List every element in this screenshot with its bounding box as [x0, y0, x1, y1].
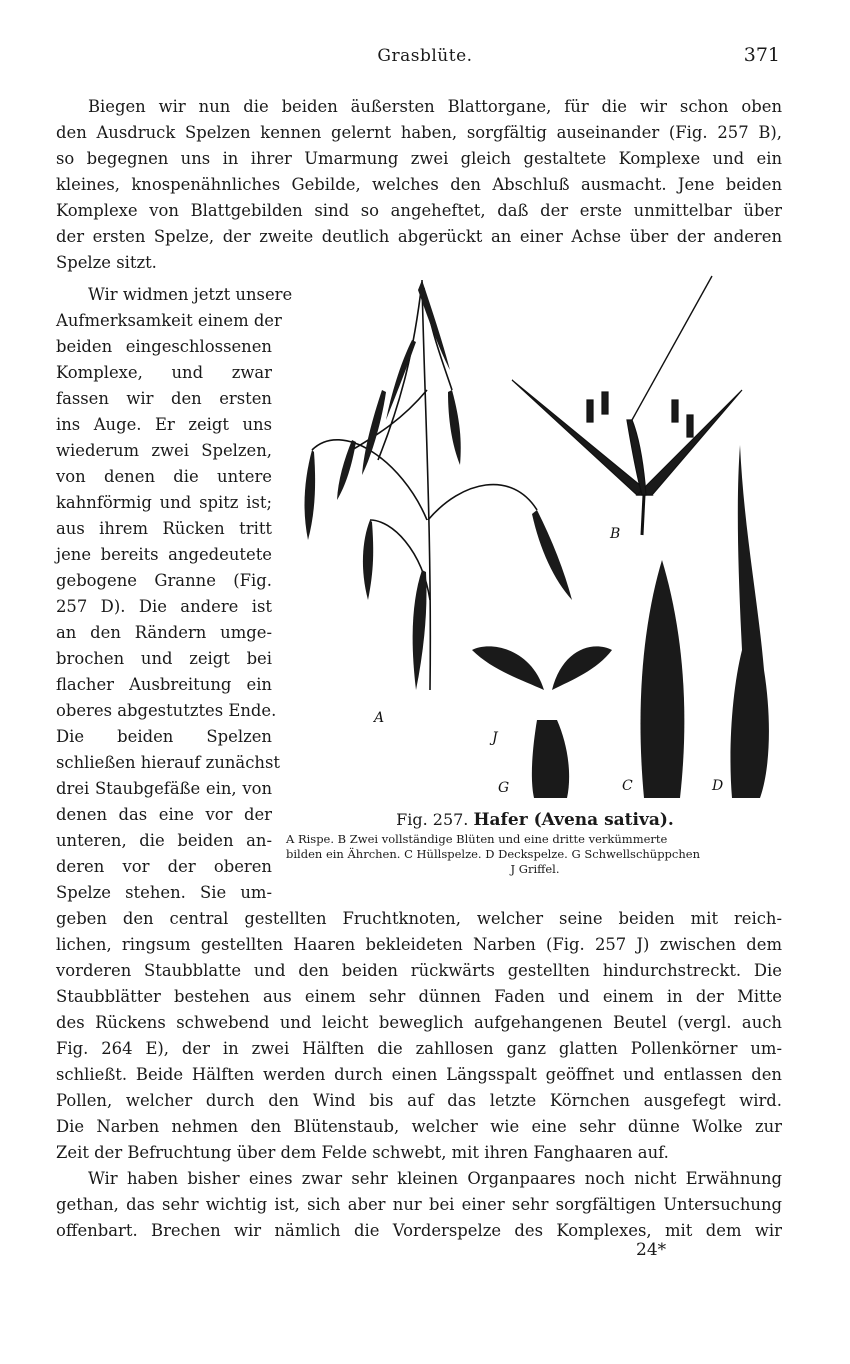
text-line: des Rückens schwebend und leicht beweglich aufgehangenen Beutel (vergl. auch: [56, 1013, 782, 1032]
text-line: kleines, knospenähnliches Gebilde, welches den Abschluß ausmacht. Jene beiden: [56, 175, 782, 194]
figure-number: Fig. 257.: [396, 810, 469, 829]
signature-mark: 24*: [636, 1240, 667, 1260]
text-line: Spelze sitzt.: [56, 253, 157, 272]
running-header: Grasblüte.: [377, 46, 473, 66]
text-line: jene bereits angedeutete: [56, 545, 272, 564]
text-line: Spelze stehen. Sie um-: [56, 883, 272, 902]
text-line: kahnförmig und spitz ist;: [56, 493, 272, 512]
text-line: unteren, die beiden an-: [56, 831, 272, 850]
text-line: Wir haben bisher eines zwar sehr kleinen Organpaares noch nicht Erwähnung: [88, 1169, 782, 1188]
text-line: an den Rändern umge-: [56, 623, 272, 642]
text-line: Wir widmen jetzt unsere: [88, 285, 293, 304]
text-line: gebogene Granne (Fig.: [56, 571, 272, 590]
text-line: drei Staubgefäße ein, von: [56, 779, 272, 798]
text-line: Die beiden Spelzen: [56, 727, 272, 746]
text-line: brochen und zeigt bei: [56, 649, 272, 668]
text-line: Aufmerksamkeit einem der: [56, 311, 282, 330]
text-line: 257 D). Die andere ist: [56, 597, 272, 616]
text-line: geben den central gestellten Fruchtknoten, welcher seine beiden mit reich-: [56, 909, 782, 928]
figure-legend-line: A Rispe. B Zwei vollständige Blüten und eine dritte verkümmerte: [286, 832, 668, 846]
text-line: Die Narben nehmen den Blütenstaub, welcher wie eine sehr dünne Wolke zur: [56, 1117, 782, 1136]
figure-legend-line: J Griffel.: [510, 862, 560, 876]
text-line: beiden eingeschlossenen: [56, 337, 272, 356]
page-number: 371: [743, 44, 780, 66]
figure-title: Hafer (Avena sativa).: [473, 810, 674, 830]
label-B: B: [610, 526, 621, 542]
text-line: vorderen Staubblatte und den beiden rückwärts gestellten hindurchstreckt. Die: [56, 961, 782, 980]
text-line: flacher Ausbreitung ein: [56, 675, 272, 694]
text-line: fassen wir den ersten: [56, 389, 272, 408]
figure-legend-line: bilden ein Ährchen. C Hüllspelze. D Deckspelze. G Schwellschüppchen: [286, 847, 700, 861]
oat-plant-illustration: [282, 270, 786, 805]
text-line: Komplexe, und zwar: [56, 363, 272, 382]
figure-illustration: [282, 270, 786, 805]
text-line: gethan, das sehr wichtig ist, sich aber nur bei einer sehr sorgfältigen Untersuchung: [56, 1195, 782, 1214]
text-line: lichen, ringsum gestellten Haaren bekleideten Narben (Fig. 257 J) zwischen dem: [56, 935, 782, 954]
text-line: denen das eine vor der: [56, 805, 272, 824]
text-line: Fig. 264 E), der in zwei Hälften die zahllosen ganz glatten Pollenkörner um-: [56, 1039, 782, 1058]
text-line: offenbart. Brechen wir nämlich die Vorderspelze des Komplexes, mit dem wir: [56, 1221, 782, 1240]
label-J: J: [492, 730, 498, 746]
text-line: schließen hierauf zunächst: [56, 753, 280, 772]
label-D: D: [712, 778, 724, 794]
figure-legend: [286, 832, 784, 862]
text-line: oberes abgestutztes Ende.: [56, 701, 277, 720]
text-line: der ersten Spelze, der zweite deutlich abgerückt an einer Achse über der anderen: [56, 227, 782, 246]
text-line: deren vor der oberen: [56, 857, 272, 876]
text-line: Pollen, welcher durch den Wind bis auf das letzte Körnchen ausgefegt wird.: [56, 1091, 782, 1110]
label-G: G: [498, 780, 510, 796]
label-A: A: [374, 710, 385, 726]
text-line: Staubblätter bestehen aus einem sehr dünnen Faden und einem in der Mitte: [56, 987, 782, 1006]
text-line: ins Auge. Er zeigt uns: [56, 415, 272, 434]
label-C: C: [622, 778, 633, 794]
text-line: den Ausdruck Spelzen kennen gelernt haben, sorgfältig auseinander (Fig. 257 B),: [56, 123, 782, 142]
text-line: wiederum zwei Spelzen,: [56, 441, 272, 460]
text-line: von denen die untere: [56, 467, 272, 486]
text-line: so begegnen uns in ihrer Umarmung zwei gleich gestaltete Komplexe und ein: [56, 149, 782, 168]
text-line: aus ihrem Rücken tritt: [56, 519, 272, 538]
text-line: schließt. Beide Hälften werden durch einen Längsspalt geöffnet und entlassen den: [56, 1065, 782, 1084]
text-line: Biegen wir nun die beiden äußersten Blattorgane, für die wir schon oben: [88, 97, 782, 116]
text-line: Zeit der Befruchtung über dem Felde schwebt, mit ihren Fanghaaren auf.: [56, 1143, 669, 1162]
text-line: Komplexe von Blattgebilden sind so angeheftet, daß der erste unmittelbar über: [56, 201, 782, 220]
figure-caption: [290, 810, 780, 830]
